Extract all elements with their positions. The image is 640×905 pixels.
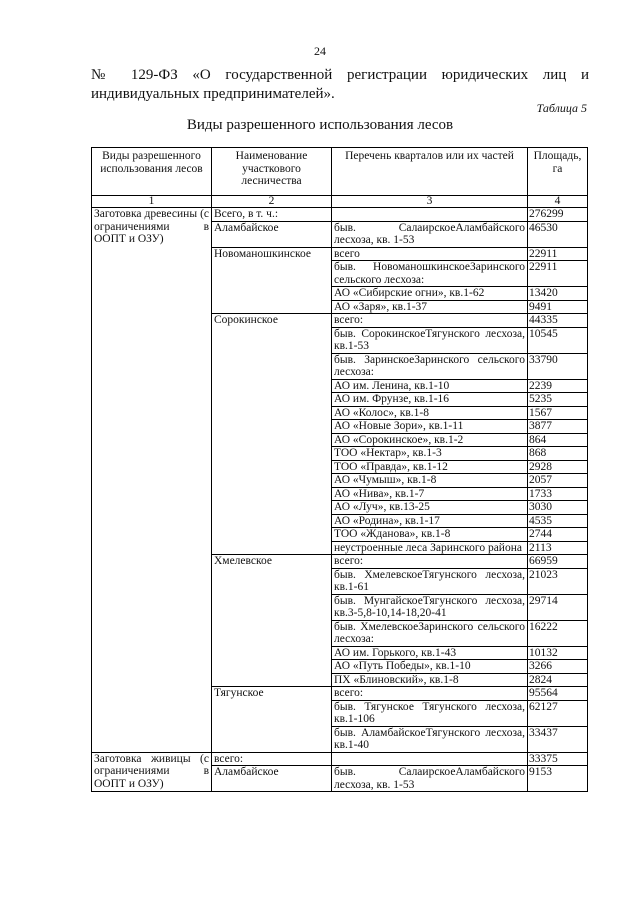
quarter-cell: быв. ЗаринскоеЗаринского сельского лесхоза: <box>332 353 528 379</box>
table-row <box>92 752 588 766</box>
quarter-cell: ПХ «Блиновский», кв.1-8 <box>332 673 528 687</box>
column-number-row <box>92 196 588 208</box>
area-cell: 864 <box>528 433 588 447</box>
purpose-cell: Заготовка древесины (с ограничениями в ООПТ и ОЗУ) <box>92 208 212 753</box>
page-number: 24 <box>314 44 326 58</box>
column-number: 1 <box>92 196 212 208</box>
area-cell: 9153 <box>528 766 588 792</box>
header-purpose: Виды разрешенного использования лесов <box>92 148 212 196</box>
forestry-cell: Новоманошкинское <box>212 247 332 314</box>
header-forestry: Наименование участкового лесничества <box>212 148 332 196</box>
area-cell: 22911 <box>528 247 588 261</box>
area-cell: 2824 <box>528 673 588 687</box>
intro-paragraph <box>91 66 589 104</box>
area-cell: 10132 <box>528 646 588 660</box>
quarter-cell: АО «Новые Зори», кв.1-11 <box>332 420 528 434</box>
quarter-cell <box>332 752 528 766</box>
area-cell: 9491 <box>528 300 588 314</box>
quarter-cell: быв. Тягунское Тягунского лесхоза, кв.1-106 <box>332 700 528 726</box>
area-cell: 29714 <box>528 594 588 620</box>
table-title: Виды разрешенного использования лесов <box>186 117 454 133</box>
area-cell: 46530 <box>528 221 588 247</box>
area-cell: 33375 <box>528 752 588 766</box>
forestry-cell: Всего, в т. ч.: <box>212 208 332 222</box>
quarter-cell: неустроенные леса Заринского района <box>332 541 528 555</box>
area-cell: 33437 <box>528 726 588 752</box>
quarter-cell: всего <box>332 247 528 261</box>
area-cell: 3266 <box>528 660 588 674</box>
quarter-cell: быв. ХмелевскоеТягунского лесхоза, кв.1-61 <box>332 568 528 594</box>
quarter-cell: всего: <box>332 314 528 328</box>
column-number: 4 <box>528 196 588 208</box>
header-area: Площадь, га <box>528 148 588 196</box>
area-cell: 868 <box>528 447 588 461</box>
area-cell: 1733 <box>528 487 588 501</box>
area-cell: 95564 <box>528 687 588 701</box>
column-number: 2 <box>212 196 332 208</box>
area-cell: 44335 <box>528 314 588 328</box>
area-cell: 2113 <box>528 541 588 555</box>
quarter-cell: АО «Луч», кв.13-25 <box>332 501 528 515</box>
intro-line-1: № 129-ФЗ «О государственной регистрации юридических лиц и <box>91 67 589 83</box>
table-header-row <box>92 148 588 196</box>
quarter-cell: АО «Родина», кв.1-17 <box>332 514 528 528</box>
area-cell: 22911 <box>528 261 588 287</box>
quarter-cell: ТОО «Нектар», кв.1-3 <box>332 447 528 461</box>
area-cell: 2057 <box>528 474 588 488</box>
quarter-cell: быв. СалаирскоеАламбайского лесхоза, кв. 1-53 <box>332 221 528 247</box>
quarter-cell: АО «Колос», кв.1-8 <box>332 406 528 420</box>
quarter-cell: АО «Сибирские огни», кв.1-62 <box>332 287 528 301</box>
quarter-cell <box>332 208 528 222</box>
area-cell: 3877 <box>528 420 588 434</box>
table-label: Таблица 5 <box>536 101 587 115</box>
area-cell: 3030 <box>528 501 588 515</box>
quarter-cell: АО им. Фрунзе, кв.1-16 <box>332 393 528 407</box>
quarter-cell: ТОО «Жданова», кв.1-8 <box>332 528 528 542</box>
quarter-cell: АО «Заря», кв.1-37 <box>332 300 528 314</box>
purpose-cell: Заготовка живицы (с ограничениями в ООПТ и ОЗУ) <box>92 752 212 792</box>
area-cell: 4535 <box>528 514 588 528</box>
forestry-cell: Тягунское <box>212 687 332 753</box>
area-cell: 5235 <box>528 393 588 407</box>
quarter-cell: быв. АламбайскоеТягунского лесхоза, кв.1-40 <box>332 726 528 752</box>
quarter-cell: АО «Чумыш», кв.1-8 <box>332 474 528 488</box>
quarter-cell: быв. СалаирскоеАламбайского лесхоза, кв. 1-53 <box>332 766 528 792</box>
area-cell: 2928 <box>528 460 588 474</box>
area-cell: 62127 <box>528 700 588 726</box>
area-cell: 21023 <box>528 568 588 594</box>
forestry-cell: Хмелевское <box>212 555 332 687</box>
header-quarters: Перечень кварталов или их частей <box>332 148 528 196</box>
forestry-cell: Аламбайское <box>212 766 332 792</box>
quarter-cell: быв. НовоманошкинскоеЗаринского сельского лесхоза: <box>332 261 528 287</box>
area-cell: 276299 <box>528 208 588 222</box>
forest-use-table <box>91 147 588 792</box>
forestry-cell: Сорокинское <box>212 314 332 555</box>
area-cell: 2239 <box>528 379 588 393</box>
column-number: 3 <box>332 196 528 208</box>
quarter-cell: всего: <box>332 555 528 569</box>
table-row <box>92 208 588 222</box>
area-cell: 1567 <box>528 406 588 420</box>
quarter-cell: АО «Нива», кв.1-7 <box>332 487 528 501</box>
quarter-cell: АО им. Ленина, кв.1-10 <box>332 379 528 393</box>
quarter-cell: АО им. Горького, кв.1-43 <box>332 646 528 660</box>
quarter-cell: ТОО «Правда», кв.1-12 <box>332 460 528 474</box>
quarter-cell: быв. СорокинскоеТягунского лесхоза, кв.1-53 <box>332 327 528 353</box>
area-cell: 13420 <box>528 287 588 301</box>
area-cell: 16222 <box>528 620 588 646</box>
area-cell: 10545 <box>528 327 588 353</box>
forestry-cell: Аламбайское <box>212 221 332 247</box>
forestry-cell: всего: <box>212 752 332 766</box>
quarter-cell: всего: <box>332 687 528 701</box>
area-cell: 66959 <box>528 555 588 569</box>
quarter-cell: быв. МунгайскоеТягунского лесхоза, кв.3-5,8-10,14-18,20-41 <box>332 594 528 620</box>
quarter-cell: АО «Сорокинское», кв.1-2 <box>332 433 528 447</box>
intro-line-2: индивидуальных предпринимателей». <box>91 86 335 102</box>
quarter-cell: АО «Путь Победы», кв.1-10 <box>332 660 528 674</box>
area-cell: 2744 <box>528 528 588 542</box>
quarter-cell: быв. ХмелевскоеЗаринского сельского лесхоза: <box>332 620 528 646</box>
area-cell: 33790 <box>528 353 588 379</box>
